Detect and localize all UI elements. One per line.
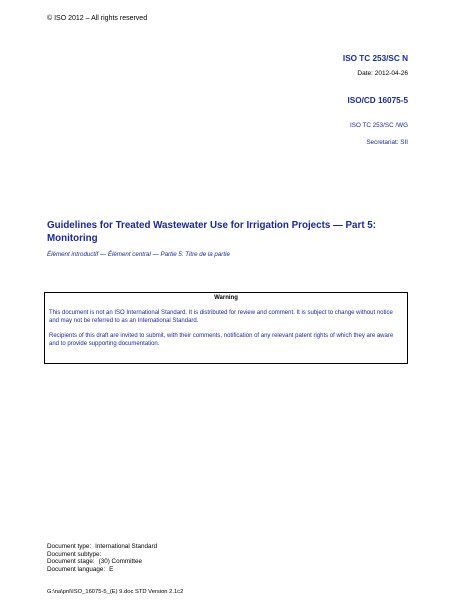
copyright-notice: © ISO 2012 – All rights reserved: [47, 15, 148, 22]
secretariat-label: Secretariat:: [366, 139, 399, 146]
document-info: [47, 543, 157, 573]
document-language-value: E: [109, 565, 114, 573]
document-language-label: Document language:: [47, 565, 106, 573]
cd-number: ISO/CD 16075-5: [347, 96, 408, 105]
document-date: [357, 70, 408, 77]
document-subtype-row: [47, 551, 157, 559]
secretariat-value: SII: [400, 139, 408, 146]
document-stage-label: Document stage:: [47, 558, 95, 566]
date-value: 2012-04-26: [374, 70, 408, 77]
warning-paragraph-2: Recipients of this draft are invited to submit, with their comments, notification of any relevant patent rights of which they are aware and to provide supporting documentation.: [49, 332, 394, 347]
file-path: G:\na\pnl\ISO_16075-5_(E) 9.doc STD Version 2.1c2: [47, 589, 184, 595]
document-subtitle: Élément introductif — Élément central — Partie 5: Titre de la partie: [47, 251, 230, 258]
committee-reference: ISO TC 253/SC N: [342, 54, 408, 63]
secretariat: [366, 139, 408, 146]
warning-title: Warning: [214, 295, 238, 301]
warning-box: [44, 292, 408, 364]
warning-paragraph-1: This document is not an ISO International Standard. It is distributed for review and comment. It is subject to change without notice and may not be referred to as an International Standard.: [49, 309, 393, 324]
document-type-value: International Standard: [95, 543, 158, 550]
document-type-label: Document type:: [47, 543, 92, 550]
document-type-row: [47, 543, 157, 551]
document-stage-value: (30) Committee: [98, 558, 142, 566]
working-group: ISO TC 253/SC /WG: [350, 122, 408, 129]
document-title: Guidelines for Treated Wastewater Use for Irrigation Projects — Part 5: Monitoring: [47, 220, 377, 244]
date-label: Date:: [357, 70, 373, 77]
document-subtype-label: Document subtype:: [47, 550, 102, 558]
document-stage-row: [47, 558, 157, 566]
document-language-row: [47, 566, 157, 574]
